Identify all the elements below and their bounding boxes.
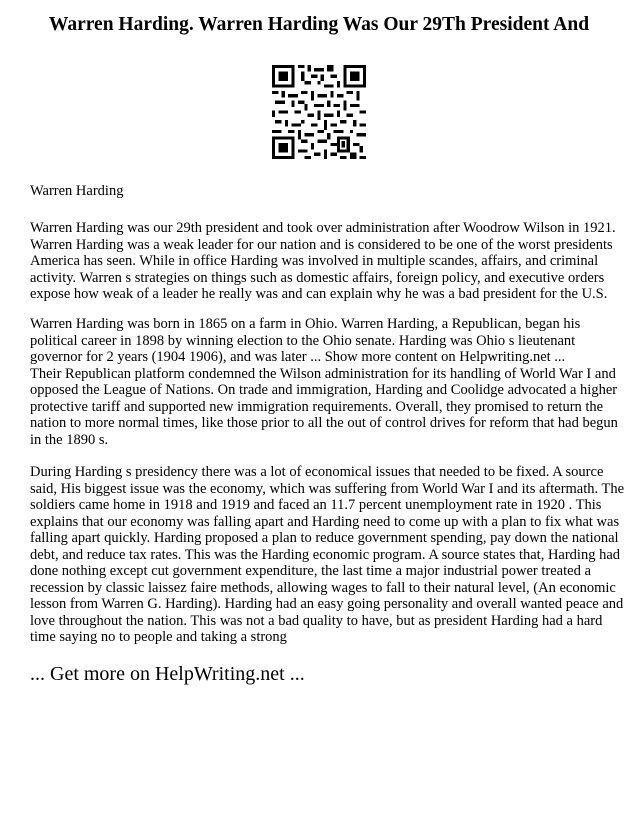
- paragraph-line: During Harding s presidency there was a lot of economical issues that needed to be fixed. A source: [30, 464, 604, 480]
- paragraph-line: governor for 2 years (1904 1906), and was later ... Show more content on Helpwriting.net ...: [30, 349, 566, 365]
- paragraph-2: [30, 316, 618, 448]
- paragraph-line: love throughout the nation. This was not a bad quality to have, but as president Harding had a hard: [30, 612, 603, 629]
- paragraph-line: done nothing except cut government expenditure, the last time a major industrial power treated a: [30, 563, 591, 579]
- paragraph-line: Warren Harding was a weak leader for our nation and is considered to be one of the worst presidents: [30, 236, 613, 253]
- paragraph-line: time saying no to people and taking a strong: [30, 629, 287, 645]
- paragraph-line: expose how weak of a leader he really was and can explain why he was a bad president for the U.S.: [30, 286, 608, 302]
- paragraph-line: activity. Warren s strategies on things such as domestic affairs, foreign policy, and executive orders: [30, 269, 605, 286]
- paragraph-line: in the 1890 s.: [30, 431, 109, 448]
- paragraph-line: recession by classic laissez faire methods, allowing wages to fall to their natural level, (An economic: [30, 579, 616, 596]
- paragraph-line: Warren Harding was born in 1865 on a farm in Ohio. Warren Harding, a Republican, began his: [30, 316, 581, 332]
- paragraph-line: falling apart quickly. Harding proposed a plan to reduce government spending, pay down the national: [30, 530, 619, 546]
- section-heading: Warren Harding: [30, 183, 124, 199]
- paragraph-line: soldiers came home in 1918 and 1919 and faced an 11.7 percent unemployment rate in 1920 . This: [30, 497, 602, 513]
- page-title: Warren Harding. Warren Harding Was Our 29Th President And: [48, 14, 590, 35]
- paragraph-line: protective tariff and supported new immigration requirements. Overall, they promised to return the: [30, 398, 604, 415]
- paragraph-line: lesson from Warren G. Harding). Harding had an easy going personality and overall wanted peace and: [30, 596, 624, 612]
- get-more-link[interactable]: ... Get more on HelpWriting.net ...: [30, 663, 305, 685]
- paragraph-line: said, His biggest issue was the economy, which was suffering from World War I and its aftermath. The: [30, 480, 625, 497]
- paragraph-line: Their Republican platform condemned the Wilson administration for its handling of World War I and: [30, 365, 616, 382]
- paragraph-line: political career in 1898 by winning election to the Ohio senate. Harding was Ohio s lieutenant: [30, 332, 576, 349]
- paragraph-line: Warren Harding was our 29th president and took over administration after Woodrow Wilson in 1921.: [30, 220, 616, 236]
- paragraph-1: [30, 220, 616, 303]
- paragraph-3: [30, 464, 625, 646]
- paragraph-line: explains that our economy was falling apart and Harding need to come up with a plan to fix what was: [30, 513, 620, 530]
- paragraph-line: opposed the League of Nations. On trade and immigration, Harding and Coolidge advocated a higher: [30, 382, 618, 398]
- paragraph-line: nation to more normal times, like those prior to all the out of control drives for reform that had begun: [30, 415, 618, 431]
- paragraph-line: debt, and reduce tax rates. This was the Harding economic program. A source states that, Harding had: [30, 546, 621, 563]
- qr-code-icon: [272, 65, 366, 159]
- paragraph-line: America has seen. While in office Harding was involved in multiple scandes, affairs, and criminal: [30, 253, 599, 269]
